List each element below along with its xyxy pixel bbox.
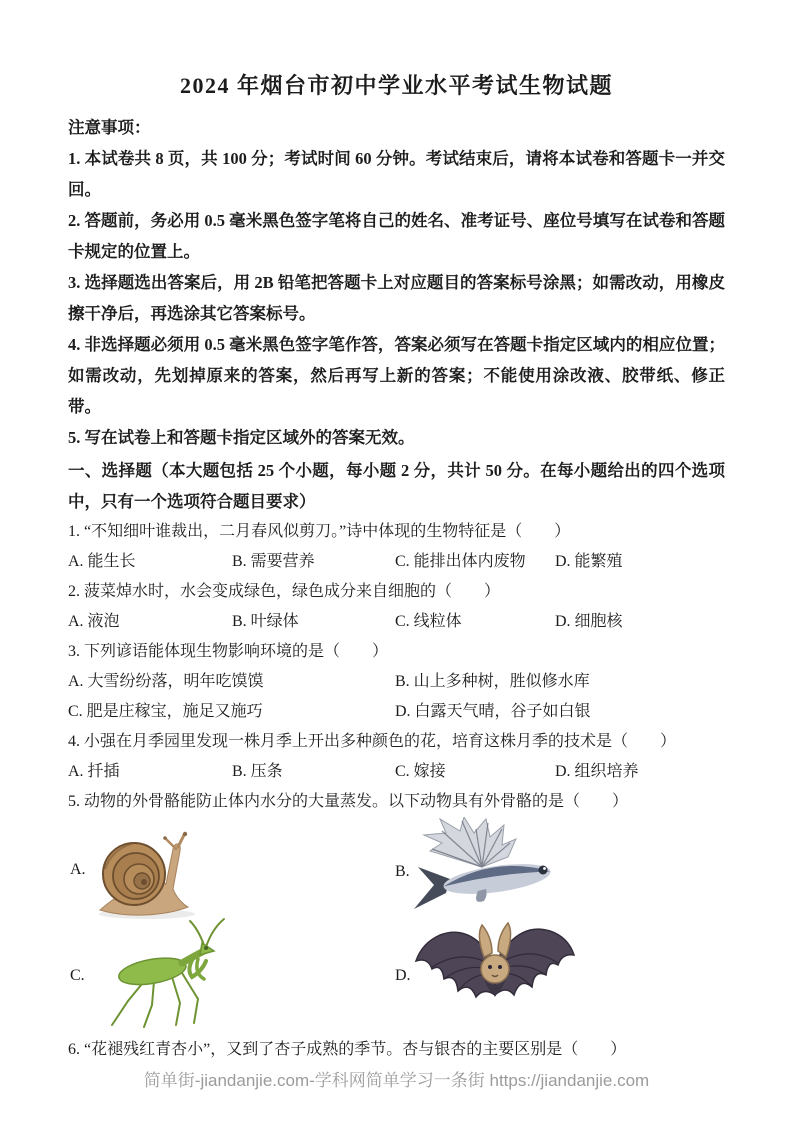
snail-image [92,829,207,921]
q3-option-a: A. 大雪纷纷落，明年吃馍馍 [68,673,264,690]
q5-stem: 5. 动物的外骨骼能防止体内水分的大量蒸发。以下动物具有外骨骼的是（ ） [68,793,629,810]
notice-item-5: 5. 写在试卷上和答题卡指定区域外的答案无效。 [68,428,415,447]
q1-option-a: A. 能生长 [68,553,136,570]
question-6 [68,1035,725,1065]
q1-option-d: D. 能繁殖 [555,553,623,570]
page-title: 2024 年烟台市初中学业水平考试生物试题 [179,73,613,98]
q2-stem: 2. 菠菜焯水时，水会变成绿色，绿色成分来自细胞的（ ） [68,583,501,600]
mantis-image [94,917,244,1029]
q4-option-a: A. 扦插 [68,763,120,780]
notice-item-2: 2. 答题前，务必用 0.5 毫米黑色签字笔将自己的姓名、准考证号、座位号填写在试卷和答题卡规定的位置上。 [68,211,725,261]
q3-option-d: D. 白露天气晴，谷子如白银 [395,703,591,720]
notice-block [68,112,725,453]
q6-stem: 6. “花褪残红青杏小”，又到了杏子成熟的季节。杏与银杏的主要区别是（ ） [68,1041,627,1058]
q3-option-c: C. 肥是庄稼宝，施足又施巧 [68,703,263,720]
q1-options [68,547,725,577]
notice-heading: 注意事项： [68,118,151,137]
bat-image [412,917,577,1022]
q5-option-d-label: D. [395,967,411,984]
q3-stem: 3. 下列谚语能体现生物影响环境的是（ ） [68,643,389,660]
question-3 [68,637,725,727]
question-2 [68,577,725,637]
q2-option-a: A. 液泡 [68,613,120,630]
q2-option-c: C. 线粒体 [395,613,462,630]
notice-item-3: 3. 选择题选出答案后，用 2B 铅笔把答题卡上对应题目的答案标号涂黑；如需改动，用橡皮擦干净后，再选涂其它答案标号。 [68,273,725,323]
q1-stem: 1. “不知细叶谁裁出，二月春风似剪刀。”诗中体现的生物特征是（ ） [68,523,571,540]
q2-option-b: B. 叶绿体 [232,613,299,630]
q3-options [68,667,725,727]
flying-fish-image [412,817,562,925]
q1-option-b: B. 需要营养 [232,553,315,570]
q2-options [68,607,725,637]
q4-option-b: B. 压条 [232,763,283,780]
question-5 [68,787,725,1027]
q4-option-c: C. 嫁接 [395,763,446,780]
notice-item-1: 1. 本试卷共 8 页，共 100 分；考试时间 60 分钟。考试结束后，请将本试卷和答题卡一并交回。 [68,149,725,199]
notice-item-4: 4. 非选择题必须用 0.5 毫米黑色签字笔作答，答案必须写在答题卡指定区域内的相应位置；如需改动，先划掉原来的答案，然后再写上新的答案；不能使用涂改液、胶带纸、修正带。 [68,335,725,416]
q5-image-options [68,817,725,1027]
question-4 [68,727,725,787]
q3-option-b: B. 山上多种树，胜似修水库 [395,673,590,690]
question-1 [68,517,725,577]
q4-options [68,757,725,787]
q4-option-d: D. 组织培养 [555,763,639,780]
q5-option-c-label: C. [70,967,85,984]
section-heading: 一、选择题（本大题包括 25 个小题，每小题 2 分，共计 50 分。在每小题给出的四个选项中，只有一个选项符合题目要求） [68,461,725,511]
q2-option-d: D. 细胞核 [555,613,623,630]
q5-option-b-label: B. [395,863,410,880]
q1-option-c: C. 能排出体内废物 [395,553,526,570]
q4-stem: 4. 小强在月季园里发现一株月季上开出多种颜色的花，培育这株月季的技术是（ ） [68,733,677,750]
q5-option-a-label: A. [70,861,86,878]
watermark-footer: 简单街-jiandanjie.com-学科网简单学习一条街 https://jiandanjie.com [143,1071,650,1090]
